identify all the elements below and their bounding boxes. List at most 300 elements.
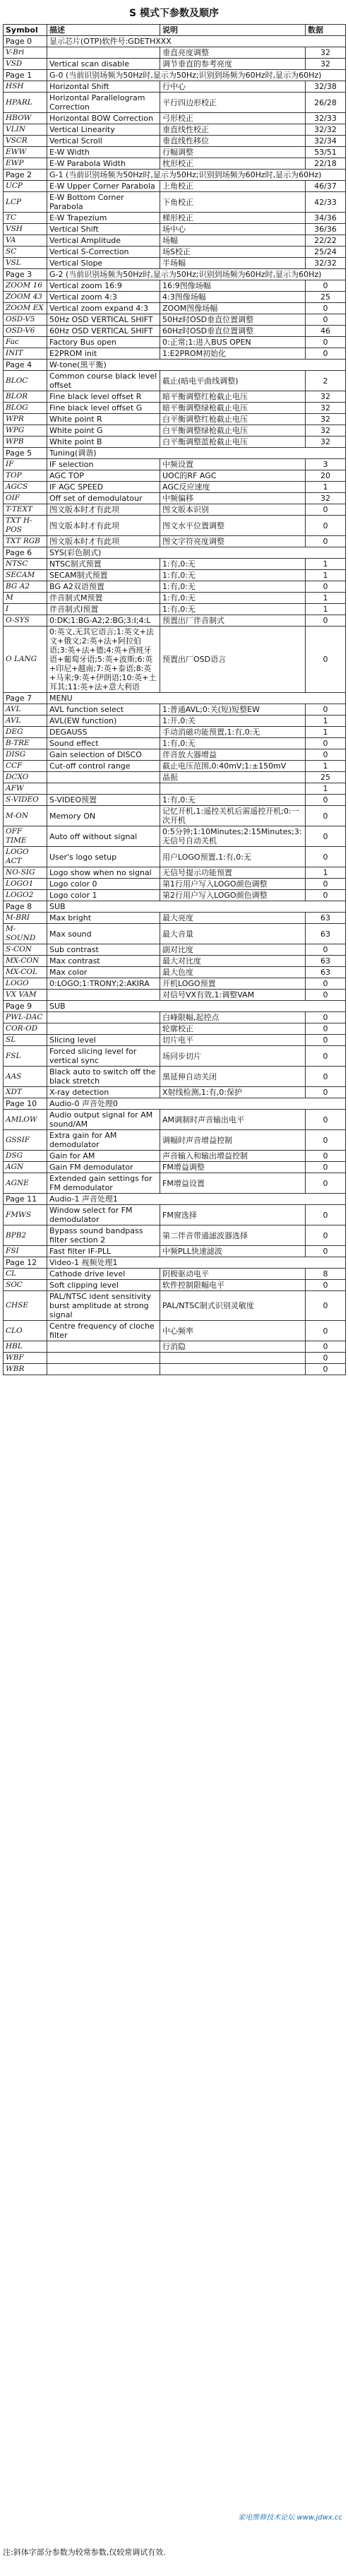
symbol-cell: LOGO ACT bbox=[4, 847, 47, 867]
description-cell bbox=[47, 47, 160, 59]
data-cell: 32 bbox=[306, 437, 346, 448]
description-cell: White point G bbox=[47, 425, 160, 437]
symbol-cell: OFF TIME bbox=[4, 826, 47, 847]
data-cell: 0 bbox=[306, 1173, 346, 1194]
note-cell: 副对比度 bbox=[160, 944, 306, 956]
symbol-cell: INIT bbox=[4, 348, 47, 360]
note-cell: 垂直线性移位 bbox=[160, 136, 306, 147]
data-cell: 1 bbox=[306, 761, 346, 772]
note-cell: X射线检测,1:有,0:保护 bbox=[160, 1087, 306, 1098]
symbol-cell: TOP bbox=[4, 470, 47, 482]
table-row bbox=[4, 1269, 346, 1280]
symbol-cell: T-TEXT bbox=[4, 504, 47, 516]
symbol-cell: ZOOM 43 bbox=[4, 292, 47, 303]
data-cell: 1 bbox=[306, 867, 346, 879]
table-body bbox=[4, 36, 346, 1375]
table-row bbox=[4, 806, 346, 826]
description-cell: Max sound bbox=[47, 924, 160, 944]
data-cell: 1 bbox=[306, 783, 346, 795]
data-cell: 1 bbox=[306, 727, 346, 738]
data-cell: 25/24 bbox=[306, 247, 346, 258]
description-cell: PAL/NTSC ident sensitivity burst amplitude at strong signal bbox=[47, 1291, 160, 1321]
data-cell: 0 bbox=[306, 990, 346, 1001]
page-label: Page 3 bbox=[4, 269, 47, 280]
note-cell: 垂直亮度调整 bbox=[160, 47, 306, 59]
header-data: 数据 bbox=[306, 25, 346, 36]
symbol-cell: TXT H-POS bbox=[4, 516, 47, 536]
data-cell: 0 bbox=[306, 847, 346, 867]
description-cell: 50Hz OSD VERTICAL SHIFT bbox=[47, 314, 160, 326]
table-row bbox=[4, 136, 346, 147]
symbol-cell: CLO bbox=[4, 1321, 47, 1341]
data-cell: 0 bbox=[306, 978, 346, 990]
header-symbol: Symbol bbox=[4, 25, 47, 36]
data-cell: 25 bbox=[306, 292, 346, 303]
symbol-cell: LCP bbox=[4, 192, 47, 213]
symbol-cell: OSD-V5 bbox=[4, 314, 47, 326]
data-cell: 0 bbox=[306, 1087, 346, 1098]
note-cell: FM增益调整 bbox=[160, 1162, 306, 1173]
table-row bbox=[4, 493, 346, 504]
description-cell: 图文版本时才有此项 bbox=[47, 504, 160, 516]
note-cell: 中频偏移 bbox=[160, 493, 306, 504]
symbol-cell: VSL bbox=[4, 258, 47, 269]
description-cell: AVL function select bbox=[47, 704, 160, 716]
table-row bbox=[4, 314, 346, 326]
note-cell: 图文字符亮度调整 bbox=[160, 536, 306, 547]
data-cell: 32 bbox=[306, 414, 346, 425]
page-description: SYS(彩色制式) bbox=[47, 547, 346, 559]
note-cell: 4:3图像场幅 bbox=[160, 292, 306, 303]
note-cell: 第1行用户写入LOGO颜色调整 bbox=[160, 879, 306, 890]
symbol-cell: AGNE bbox=[4, 1173, 47, 1194]
page-label: Page 1 bbox=[4, 70, 47, 81]
note-cell bbox=[160, 1353, 306, 1364]
description-cell: Horizontal BOW Correction bbox=[47, 113, 160, 124]
table-row bbox=[4, 403, 346, 414]
description-cell: Common course black level offset bbox=[47, 371, 160, 391]
data-cell: 0 bbox=[306, 826, 346, 847]
symbol-cell: WPB bbox=[4, 437, 47, 448]
note-cell: 平行四边形校正 bbox=[160, 93, 306, 113]
data-cell: 0 bbox=[306, 1280, 346, 1291]
description-cell: Memory ON bbox=[47, 806, 160, 826]
data-cell: 0 bbox=[306, 1110, 346, 1130]
table-row bbox=[4, 47, 346, 59]
note-cell: 晶振 bbox=[160, 772, 306, 783]
table-row bbox=[4, 627, 346, 693]
page-description: 显示芯片(OTP)软件号:GDETHXXX bbox=[47, 36, 346, 47]
data-cell: 42/33 bbox=[306, 192, 346, 213]
table-row bbox=[4, 990, 346, 1001]
table-row bbox=[4, 1173, 346, 1194]
table-row bbox=[4, 536, 346, 547]
description-cell: Max contrast bbox=[47, 956, 160, 967]
symbol-cell: I bbox=[4, 604, 47, 615]
data-cell: 36/36 bbox=[306, 224, 346, 235]
table-row bbox=[4, 559, 346, 570]
symbol-cell: OIF bbox=[4, 493, 47, 504]
description-cell: Soft clipping level bbox=[47, 1280, 160, 1291]
symbol-cell: AGN bbox=[4, 1162, 47, 1173]
symbol-cell: M bbox=[4, 593, 47, 604]
description-cell: Forced slicing level for vertical sync bbox=[47, 1046, 160, 1067]
description-cell: E-W Bottom Corner Parabola bbox=[47, 192, 160, 213]
table-row bbox=[4, 879, 346, 890]
description-cell: Max color bbox=[47, 967, 160, 978]
data-cell: 1 bbox=[306, 559, 346, 570]
table-row bbox=[4, 258, 346, 269]
note-cell: 白平衡调整红枪截止电压 bbox=[160, 414, 306, 425]
note-cell: 场同步切片 bbox=[160, 1046, 306, 1067]
symbol-cell: CCF bbox=[4, 761, 47, 772]
symbol-cell: DISG bbox=[4, 749, 47, 761]
symbol-cell: SOC bbox=[4, 1280, 47, 1291]
note-cell: 声音输入和输出增益控制 bbox=[160, 1151, 306, 1162]
note-cell bbox=[160, 1364, 306, 1375]
note-cell: 60Hz时OSD垂直位置调整 bbox=[160, 326, 306, 337]
note-cell: 1:开,0:关 bbox=[160, 716, 306, 727]
note-cell: 用户LOGO预置,1:有,0:无 bbox=[160, 847, 306, 867]
data-cell: 0 bbox=[306, 303, 346, 314]
data-cell: 32/38 bbox=[306, 81, 346, 93]
symbol-cell: OSD-V6 bbox=[4, 326, 47, 337]
table-row bbox=[4, 147, 346, 158]
data-cell: 0 bbox=[306, 795, 346, 806]
table-row bbox=[4, 1151, 346, 1162]
description-cell: Fine black level offset R bbox=[47, 391, 160, 403]
description-cell: Vertical Shift bbox=[47, 224, 160, 235]
description-cell bbox=[47, 783, 160, 795]
data-cell: 53/51 bbox=[306, 147, 346, 158]
data-cell: 0 bbox=[306, 581, 346, 593]
note-cell: 下角校正 bbox=[160, 192, 306, 213]
data-cell: 0 bbox=[306, 348, 346, 360]
symbol-cell: M-BRI bbox=[4, 913, 47, 924]
description-cell bbox=[47, 1364, 160, 1375]
description-cell: White point R bbox=[47, 414, 160, 425]
note-cell: 行幅调整 bbox=[160, 147, 306, 158]
note-cell: 预置出厂OSD语言 bbox=[160, 627, 306, 693]
data-cell: 0 bbox=[306, 749, 346, 761]
description-cell bbox=[47, 990, 160, 1001]
note-cell: 软件控制限幅电平 bbox=[160, 1280, 306, 1291]
table-row bbox=[4, 1353, 346, 1364]
note-cell: 行消隐 bbox=[160, 1341, 306, 1353]
note-cell: 弓形校正 bbox=[160, 113, 306, 124]
data-cell: 0 bbox=[306, 1162, 346, 1173]
symbol-cell: VSH bbox=[4, 224, 47, 235]
note-cell: PAL/NTSC制式识别灵敏度 bbox=[160, 1291, 306, 1321]
note-cell: 第二伴音带通滤波器选择 bbox=[160, 1225, 306, 1246]
table-row bbox=[4, 913, 346, 924]
table-row bbox=[4, 280, 346, 292]
symbol-cell: HBOW bbox=[4, 113, 47, 124]
data-cell: 1 bbox=[306, 482, 346, 493]
parameter-table-container bbox=[3, 24, 345, 1375]
description-cell bbox=[47, 1023, 160, 1035]
data-cell: 46/37 bbox=[306, 181, 346, 192]
note-cell: 1:有,0:无 bbox=[160, 581, 306, 593]
description-cell: Vertical Slope bbox=[47, 258, 160, 269]
note-cell: 第2行用户写入LOGO颜色调整 bbox=[160, 890, 306, 901]
page-section-row bbox=[4, 1001, 346, 1012]
description-cell: Centre frequency of cloche filter bbox=[47, 1321, 160, 1341]
table-row bbox=[4, 772, 346, 783]
table-row bbox=[4, 81, 346, 93]
table-row bbox=[4, 1225, 346, 1246]
page-label: Page 2 bbox=[4, 170, 47, 181]
note-cell: 白峰限幅,起控点 bbox=[160, 1012, 306, 1023]
table-row bbox=[4, 738, 346, 749]
note-cell: 1:E2PROM初始化 bbox=[160, 348, 306, 360]
table-row bbox=[4, 749, 346, 761]
note-cell: 中心频率 bbox=[160, 1321, 306, 1341]
description-cell: Vertical zoom expand 4:3 bbox=[47, 303, 160, 314]
table-row bbox=[4, 978, 346, 990]
description-cell: Vertical Linearity bbox=[47, 124, 160, 136]
note-cell: 调幅时声音增益控制 bbox=[160, 1130, 306, 1151]
table-row bbox=[4, 1162, 346, 1173]
note-cell: 最大对比度 bbox=[160, 956, 306, 967]
page-description: G-1 (当前识别场频为50Hz时,显示为50Hz;识别到场频为60Hz时,显示为60Hz) bbox=[47, 170, 346, 181]
data-cell: 63 bbox=[306, 956, 346, 967]
data-cell: 32 bbox=[306, 59, 346, 70]
table-row bbox=[4, 437, 346, 448]
description-cell: Black auto to switch off the black stretch bbox=[47, 1067, 160, 1087]
description-cell: Vertical zoom 4:3 bbox=[47, 292, 160, 303]
footnote: 注:斜体字部分参数为较常参数,仅较常调试有效. bbox=[3, 2548, 166, 2557]
description-cell bbox=[47, 1012, 160, 1023]
description-cell: Sub contrast bbox=[47, 944, 160, 956]
data-cell: 63 bbox=[306, 924, 346, 944]
symbol-cell: AAS bbox=[4, 1067, 47, 1087]
description-cell: Logo color 0 bbox=[47, 879, 160, 890]
table-row bbox=[4, 704, 346, 716]
page-description: W-tone(黑平衡) bbox=[47, 360, 346, 371]
symbol-cell: VLIN bbox=[4, 124, 47, 136]
description-cell: Gain for AM bbox=[47, 1151, 160, 1162]
page-label: Page 5 bbox=[4, 448, 47, 459]
table-row bbox=[4, 795, 346, 806]
symbol-cell: ZOOM EX bbox=[4, 303, 47, 314]
symbol-cell: BG A2 bbox=[4, 581, 47, 593]
note-cell: 切片电平 bbox=[160, 1035, 306, 1046]
data-cell: 0 bbox=[306, 627, 346, 693]
page-label: Page 6 bbox=[4, 547, 47, 559]
symbol-cell: VSCR bbox=[4, 136, 47, 147]
data-cell: 0 bbox=[306, 1225, 346, 1246]
page-description: Audio-1 声音处理1 bbox=[47, 1194, 346, 1205]
table-row bbox=[4, 956, 346, 967]
page-section-row bbox=[4, 1257, 346, 1269]
page-description: Tuning(调谐) bbox=[47, 448, 346, 459]
symbol-cell: HBL bbox=[4, 1341, 47, 1353]
symbol-cell: VA bbox=[4, 235, 47, 247]
symbol-cell: CHSE bbox=[4, 1291, 47, 1321]
symbol-cell: DSG bbox=[4, 1151, 47, 1162]
description-cell: Fine black level offset G bbox=[47, 403, 160, 414]
table-row bbox=[4, 924, 346, 944]
description-cell: Vertical Scroll bbox=[47, 136, 160, 147]
table-row bbox=[4, 470, 346, 482]
watermark: 家电维修技术论坛 www.jdwx.cc bbox=[238, 2514, 342, 2522]
note-cell: 50Hz时OSD垂直位置调整 bbox=[160, 314, 306, 326]
symbol-cell: ZOOM 16 bbox=[4, 280, 47, 292]
symbol-cell: MX-CON bbox=[4, 956, 47, 967]
description-cell: DEGAUSS bbox=[47, 727, 160, 738]
data-cell: 26/28 bbox=[306, 93, 346, 113]
table-row bbox=[4, 1321, 346, 1341]
page-section-row bbox=[4, 547, 346, 559]
table-row bbox=[4, 224, 346, 235]
data-cell: 0 bbox=[306, 738, 346, 749]
table-row bbox=[4, 482, 346, 493]
note-cell: 行中心 bbox=[160, 81, 306, 93]
table-row bbox=[4, 414, 346, 425]
description-cell: Logo show when no signal bbox=[47, 867, 160, 879]
data-cell: 1 bbox=[306, 570, 346, 581]
table-row bbox=[4, 1012, 346, 1023]
symbol-cell: NTSC bbox=[4, 559, 47, 570]
table-row bbox=[4, 1280, 346, 1291]
note-cell: 1:有,0:无 bbox=[160, 593, 306, 604]
symbol-cell: EWW bbox=[4, 147, 47, 158]
note-cell: 图文水平位置调整 bbox=[160, 516, 306, 536]
note-cell: 梯形校正 bbox=[160, 213, 306, 224]
note-cell: 中频PLL快速滤波 bbox=[160, 1246, 306, 1257]
symbol-cell: LOGO1 bbox=[4, 879, 47, 890]
table-row bbox=[4, 425, 346, 437]
symbol-cell: Fac bbox=[4, 337, 47, 348]
description-cell: Cut-off control range bbox=[47, 761, 160, 772]
data-cell: 0 bbox=[306, 1321, 346, 1341]
data-cell: 0 bbox=[306, 944, 346, 956]
symbol-cell: CL bbox=[4, 1269, 47, 1280]
data-cell: 0 bbox=[306, 1035, 346, 1046]
table-row bbox=[4, 1087, 346, 1098]
page-description: MENU bbox=[47, 693, 346, 704]
table-row bbox=[4, 1046, 346, 1067]
table-row bbox=[4, 93, 346, 113]
description-cell: NTSC制式预置 bbox=[47, 559, 160, 570]
note-cell: 无信号提示功能预置 bbox=[160, 867, 306, 879]
description-cell: Vertical scan disable bbox=[47, 59, 160, 70]
symbol-cell: WPR bbox=[4, 414, 47, 425]
page-label: Page 7 bbox=[4, 693, 47, 704]
table-row bbox=[4, 59, 346, 70]
description-cell: Cathode drive level bbox=[47, 1269, 160, 1280]
note-cell: 垂直线性校正 bbox=[160, 124, 306, 136]
note-cell: 黑延伸自动关闭 bbox=[160, 1067, 306, 1087]
table-header-row bbox=[4, 25, 346, 36]
description-cell: S-VIDEO预置 bbox=[47, 795, 160, 806]
note-cell: 场幅 bbox=[160, 235, 306, 247]
note-cell: 暗平衡调整绿枪截止电压 bbox=[160, 403, 306, 414]
page-section-row bbox=[4, 269, 346, 280]
table-row bbox=[4, 124, 346, 136]
symbol-cell: BLOG bbox=[4, 403, 47, 414]
data-cell: 0 bbox=[306, 1246, 346, 1257]
symbol-cell: XDT bbox=[4, 1087, 47, 1098]
page-section-row bbox=[4, 170, 346, 181]
table-row bbox=[4, 1035, 346, 1046]
page-description: Audio-0 声音处理0 bbox=[47, 1098, 346, 1110]
data-cell: 22/22 bbox=[306, 235, 346, 247]
page-section-row bbox=[4, 693, 346, 704]
description-cell bbox=[47, 1353, 160, 1364]
table-row bbox=[4, 944, 346, 956]
page-description: SUB bbox=[47, 901, 346, 913]
data-cell: 32 bbox=[306, 403, 346, 414]
note-cell: UOC的RF AGC bbox=[160, 470, 306, 482]
data-cell: 0 bbox=[306, 1364, 346, 1375]
page-section-row bbox=[4, 901, 346, 913]
symbol-cell: AVL bbox=[4, 716, 47, 727]
symbol-cell: GSSIF bbox=[4, 1130, 47, 1151]
page-label: Page 0 bbox=[4, 36, 47, 47]
note-cell: 0:正常;1:进入BUS OPEN bbox=[160, 337, 306, 348]
data-cell: 34/36 bbox=[306, 213, 346, 224]
data-cell: 32 bbox=[306, 425, 346, 437]
description-cell: Gain selection of DISCO bbox=[47, 749, 160, 761]
note-cell: 场中心 bbox=[160, 224, 306, 235]
data-cell: 0 bbox=[306, 1012, 346, 1023]
description-cell bbox=[47, 1341, 160, 1353]
data-cell: 0 bbox=[306, 337, 346, 348]
table-row bbox=[4, 604, 346, 615]
description-cell: 伴音制式I预置 bbox=[47, 604, 160, 615]
symbol-cell: DEG bbox=[4, 727, 47, 738]
note-cell: 0:5分钟;1:10Minutes;2:15Minutes;3:无信号自动关机 bbox=[160, 826, 306, 847]
data-cell: 63 bbox=[306, 967, 346, 978]
note-cell: 中频设置 bbox=[160, 459, 306, 470]
table-row bbox=[4, 1023, 346, 1035]
description-cell: 60Hz OSD VERTICAL SHIFT bbox=[47, 326, 160, 337]
description-cell: E-W Upper Corner Parabola bbox=[47, 181, 160, 192]
page-section-row bbox=[4, 1098, 346, 1110]
symbol-cell: AGCS bbox=[4, 482, 47, 493]
symbol-cell: O LANG bbox=[4, 627, 47, 693]
symbol-cell: SC bbox=[4, 247, 47, 258]
page-label: Page 9 bbox=[4, 1001, 47, 1012]
data-cell: 32 bbox=[306, 47, 346, 59]
description-cell: Max bright bbox=[47, 913, 160, 924]
symbol-cell: AMLOW bbox=[4, 1110, 47, 1130]
data-cell: 1 bbox=[306, 716, 346, 727]
note-cell: 最大音量 bbox=[160, 924, 306, 944]
data-cell: 0 bbox=[306, 879, 346, 890]
page-label: Page 10 bbox=[4, 1098, 47, 1110]
table-row bbox=[4, 113, 346, 124]
note-cell: 截止电压范围,0:40mV;1:±150mV bbox=[160, 761, 306, 772]
table-row bbox=[4, 1205, 346, 1225]
description-cell: 伴音制式M预置 bbox=[47, 593, 160, 604]
data-cell: 46 bbox=[306, 326, 346, 337]
note-cell: 1:有,0:无 bbox=[160, 570, 306, 581]
note-cell: 预置出厂伴音制式 bbox=[160, 615, 306, 627]
description-cell: Auto off without signal bbox=[47, 826, 160, 847]
data-cell: 0 bbox=[306, 1205, 346, 1225]
description-cell: Horizontal Shift bbox=[47, 81, 160, 93]
symbol-cell: FSI bbox=[4, 1246, 47, 1257]
symbol-cell: PWL-DAC bbox=[4, 1012, 47, 1023]
description-cell: Audio output signal for AM sound/AM bbox=[47, 1110, 160, 1130]
data-cell: 8 bbox=[306, 1269, 346, 1280]
symbol-cell: BLOR bbox=[4, 391, 47, 403]
table-row bbox=[4, 459, 346, 470]
description-cell: Window select for FM demodulator bbox=[47, 1205, 160, 1225]
